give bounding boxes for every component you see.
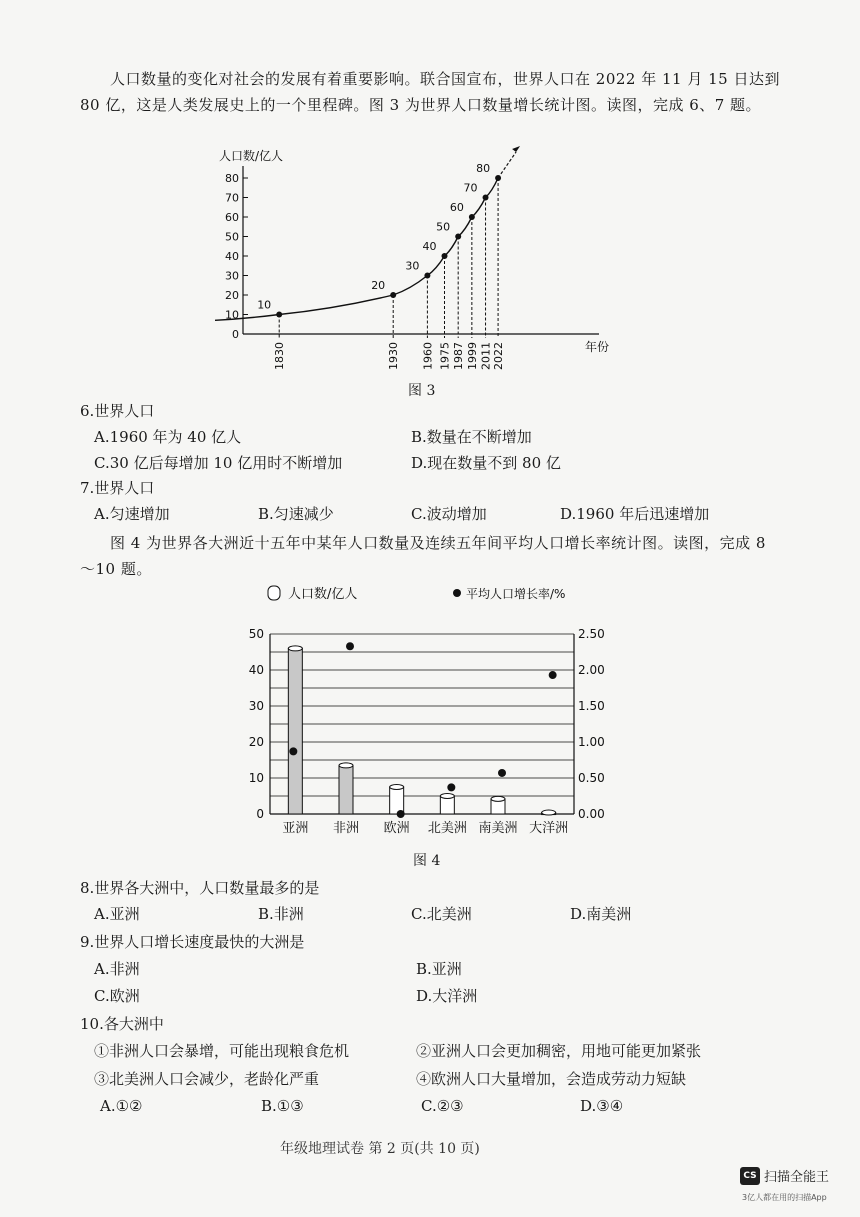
point-label: 50: [436, 220, 451, 234]
page-footer: 年级地理试卷 第 2 页(共 10 页): [280, 1141, 480, 1157]
right-tick-label: 1.50: [578, 699, 605, 713]
q10-option-a[interactable]: A.①②: [100, 1097, 143, 1115]
growth-rate-dot: [346, 642, 354, 650]
trend-arrow-line: [498, 152, 516, 178]
bar-cap: [339, 763, 353, 768]
q7-option-a[interactable]: A.匀速增加: [94, 505, 170, 523]
q7-stem: 7.世界人口: [80, 479, 155, 497]
category-label: 南美洲: [478, 821, 518, 836]
legend-growth-label: 平均人口增长率/%: [466, 587, 566, 601]
q8-stem: 8.世界各大洲中，人口数量最多的是: [80, 879, 320, 897]
y-tick-label: 50: [225, 230, 239, 244]
q9-option-a[interactable]: A.非洲: [94, 960, 140, 978]
bar-cap: [440, 794, 454, 799]
q9-option-d[interactable]: D.大洋洲: [416, 987, 478, 1005]
scanner-subtitle: 3亿人都在用的扫描App: [742, 1193, 827, 1202]
x-tick-label: 1960: [421, 342, 435, 370]
right-tick-label: 1.00: [578, 735, 605, 749]
left-tick-label: 10: [248, 771, 264, 785]
data-point: [483, 195, 489, 201]
world-population-line-chart: [215, 138, 625, 378]
q10-statement-3: ③北美洲人口会减少，老龄化严重: [94, 1070, 320, 1088]
q10-statement-2: ②亚洲人口会更加稠密，用地可能更加紧张: [416, 1042, 702, 1060]
population-bar: [339, 765, 353, 814]
category-label: 欧洲: [383, 821, 410, 836]
y-tick-label: 20: [225, 289, 239, 302]
x-tick-label: 2022: [492, 342, 506, 370]
x-tick-label: 1975: [438, 342, 452, 370]
scanner-logo-icon: CS: [740, 1167, 760, 1185]
q6-stem: 6.世界人口: [80, 402, 155, 420]
left-tick-label: 40: [248, 663, 264, 677]
data-point: [390, 292, 396, 298]
point-label: 80: [476, 162, 491, 175]
growth-rate-dot: [397, 810, 405, 818]
q10-statement-4: ④欧洲人口大量增加，会造成劳动力短缺: [416, 1070, 687, 1088]
q6-option-c[interactable]: C.30 亿后每增加 10 亿用时不断增加: [94, 454, 343, 472]
data-point: [469, 214, 475, 220]
bar-cap: [491, 796, 505, 801]
q7-option-b[interactable]: B.匀速减少: [258, 505, 334, 523]
population-bar: [288, 648, 302, 814]
y-tick-label: 60: [225, 211, 239, 224]
trend-arrow-head: [512, 146, 520, 152]
q8-option-d[interactable]: D.南美洲: [570, 905, 632, 923]
data-point: [455, 234, 461, 240]
data-point: [276, 312, 282, 318]
q7-option-d[interactable]: D.1960 年后迅速增加: [560, 505, 710, 523]
right-tick-label: 2.50: [578, 627, 605, 641]
figure-4-caption: 图 4: [413, 853, 441, 869]
q8-option-a[interactable]: A.亚洲: [94, 905, 140, 923]
point-label: 60: [449, 201, 464, 214]
growth-rate-dot: [289, 747, 297, 755]
q9-stem: 9.世界人口增长速度最快的大洲是: [80, 933, 305, 951]
left-tick-label: 0: [256, 807, 264, 821]
y-tick-label: 0: [232, 328, 239, 341]
growth-rate-dot: [549, 671, 557, 679]
q10-statement-1: ①非洲人口会暴增，可能出现粮食危机: [94, 1042, 350, 1060]
q10-option-c[interactable]: C.②③: [421, 1097, 464, 1115]
data-point: [424, 273, 430, 279]
x-tick-label: 1987: [452, 342, 466, 370]
category-label: 北美洲: [427, 821, 467, 836]
point-label: 70: [463, 181, 478, 195]
x-tick-label: 1830: [273, 342, 287, 370]
right-tick-label: 2.00: [578, 663, 605, 677]
q10-option-b[interactable]: B.①③: [261, 1097, 304, 1115]
category-label: 大洋洲: [529, 821, 569, 836]
point-label: 20: [371, 279, 386, 292]
left-tick-label: 30: [248, 699, 264, 713]
point-label: 40: [422, 240, 437, 253]
q7-option-c[interactable]: C.波动增加: [411, 505, 487, 523]
data-point: [495, 175, 501, 181]
q9-option-b[interactable]: B.亚洲: [416, 960, 462, 978]
q9-option-c[interactable]: C.欧洲: [94, 987, 140, 1005]
bar-cap: [390, 785, 404, 790]
point-label: 10: [257, 298, 272, 312]
left-tick-label: 50: [248, 627, 264, 641]
category-label: 亚洲: [282, 821, 309, 836]
left-tick-label: 20: [248, 735, 264, 749]
figure-3-caption: 图 3: [408, 383, 436, 399]
growth-rate-dot: [498, 769, 506, 777]
legend-bar-swatch: [268, 586, 280, 600]
x-tick-label: 2011: [479, 342, 493, 370]
y-axis-title: 人口数/亿人: [219, 149, 284, 163]
scanner-badge: [740, 1166, 829, 1185]
continent-population-chart: [240, 582, 610, 844]
bar-cap: [542, 810, 556, 815]
legend-dot-swatch: [453, 589, 461, 597]
x-axis-title: 年份: [585, 340, 610, 354]
x-tick-label: 1930: [387, 342, 401, 370]
q6-option-d[interactable]: D.现在数量不到 80 亿: [411, 454, 561, 472]
bar-cap: [288, 646, 302, 651]
y-tick-label: 10: [225, 308, 239, 322]
intro-paragraph-2: 图 4 为世界各大洲近十五年中某年人口数量及连续五年间平均人口增长率统计图。读图，完成 8～10 题。: [80, 534, 766, 578]
category-label: 非洲: [332, 821, 360, 836]
q6-option-b[interactable]: B.数量在不断增加: [411, 428, 532, 446]
q8-option-c[interactable]: C.北美洲: [411, 905, 472, 923]
growth-rate-dot: [447, 783, 455, 791]
y-tick-label: 40: [225, 250, 239, 263]
point-label: 30: [405, 259, 420, 273]
scanner-name: 扫描全能王: [764, 1170, 830, 1185]
intro-paragraph-1: 人口数量的变化对社会的发展有着重要影响。联合国宣布，世界人口在 2022 年 11 月 15 日达到 80 亿，这是人类发展史上的一个里程碑。图 3 为世界人口数量增长统计图。读图，完成 6、7 题。: [80, 70, 780, 114]
q6-option-a[interactable]: A.1960 年为 40 亿人: [94, 428, 242, 446]
data-point: [442, 253, 448, 259]
x-tick-label: 1999: [465, 342, 479, 370]
q10-stem: 10.各大洲中: [80, 1015, 164, 1033]
right-tick-label: 0.00: [578, 807, 605, 821]
legend-population-label: 人口数/亿人: [288, 587, 358, 602]
q8-option-b[interactable]: B.非洲: [258, 905, 304, 923]
y-tick-label: 80: [225, 172, 239, 185]
y-tick-label: 30: [225, 269, 239, 283]
right-tick-label: 0.50: [578, 771, 605, 785]
population-bar: [390, 787, 404, 814]
y-tick-label: 70: [225, 191, 239, 205]
q10-option-d[interactable]: D.③④: [580, 1097, 624, 1115]
